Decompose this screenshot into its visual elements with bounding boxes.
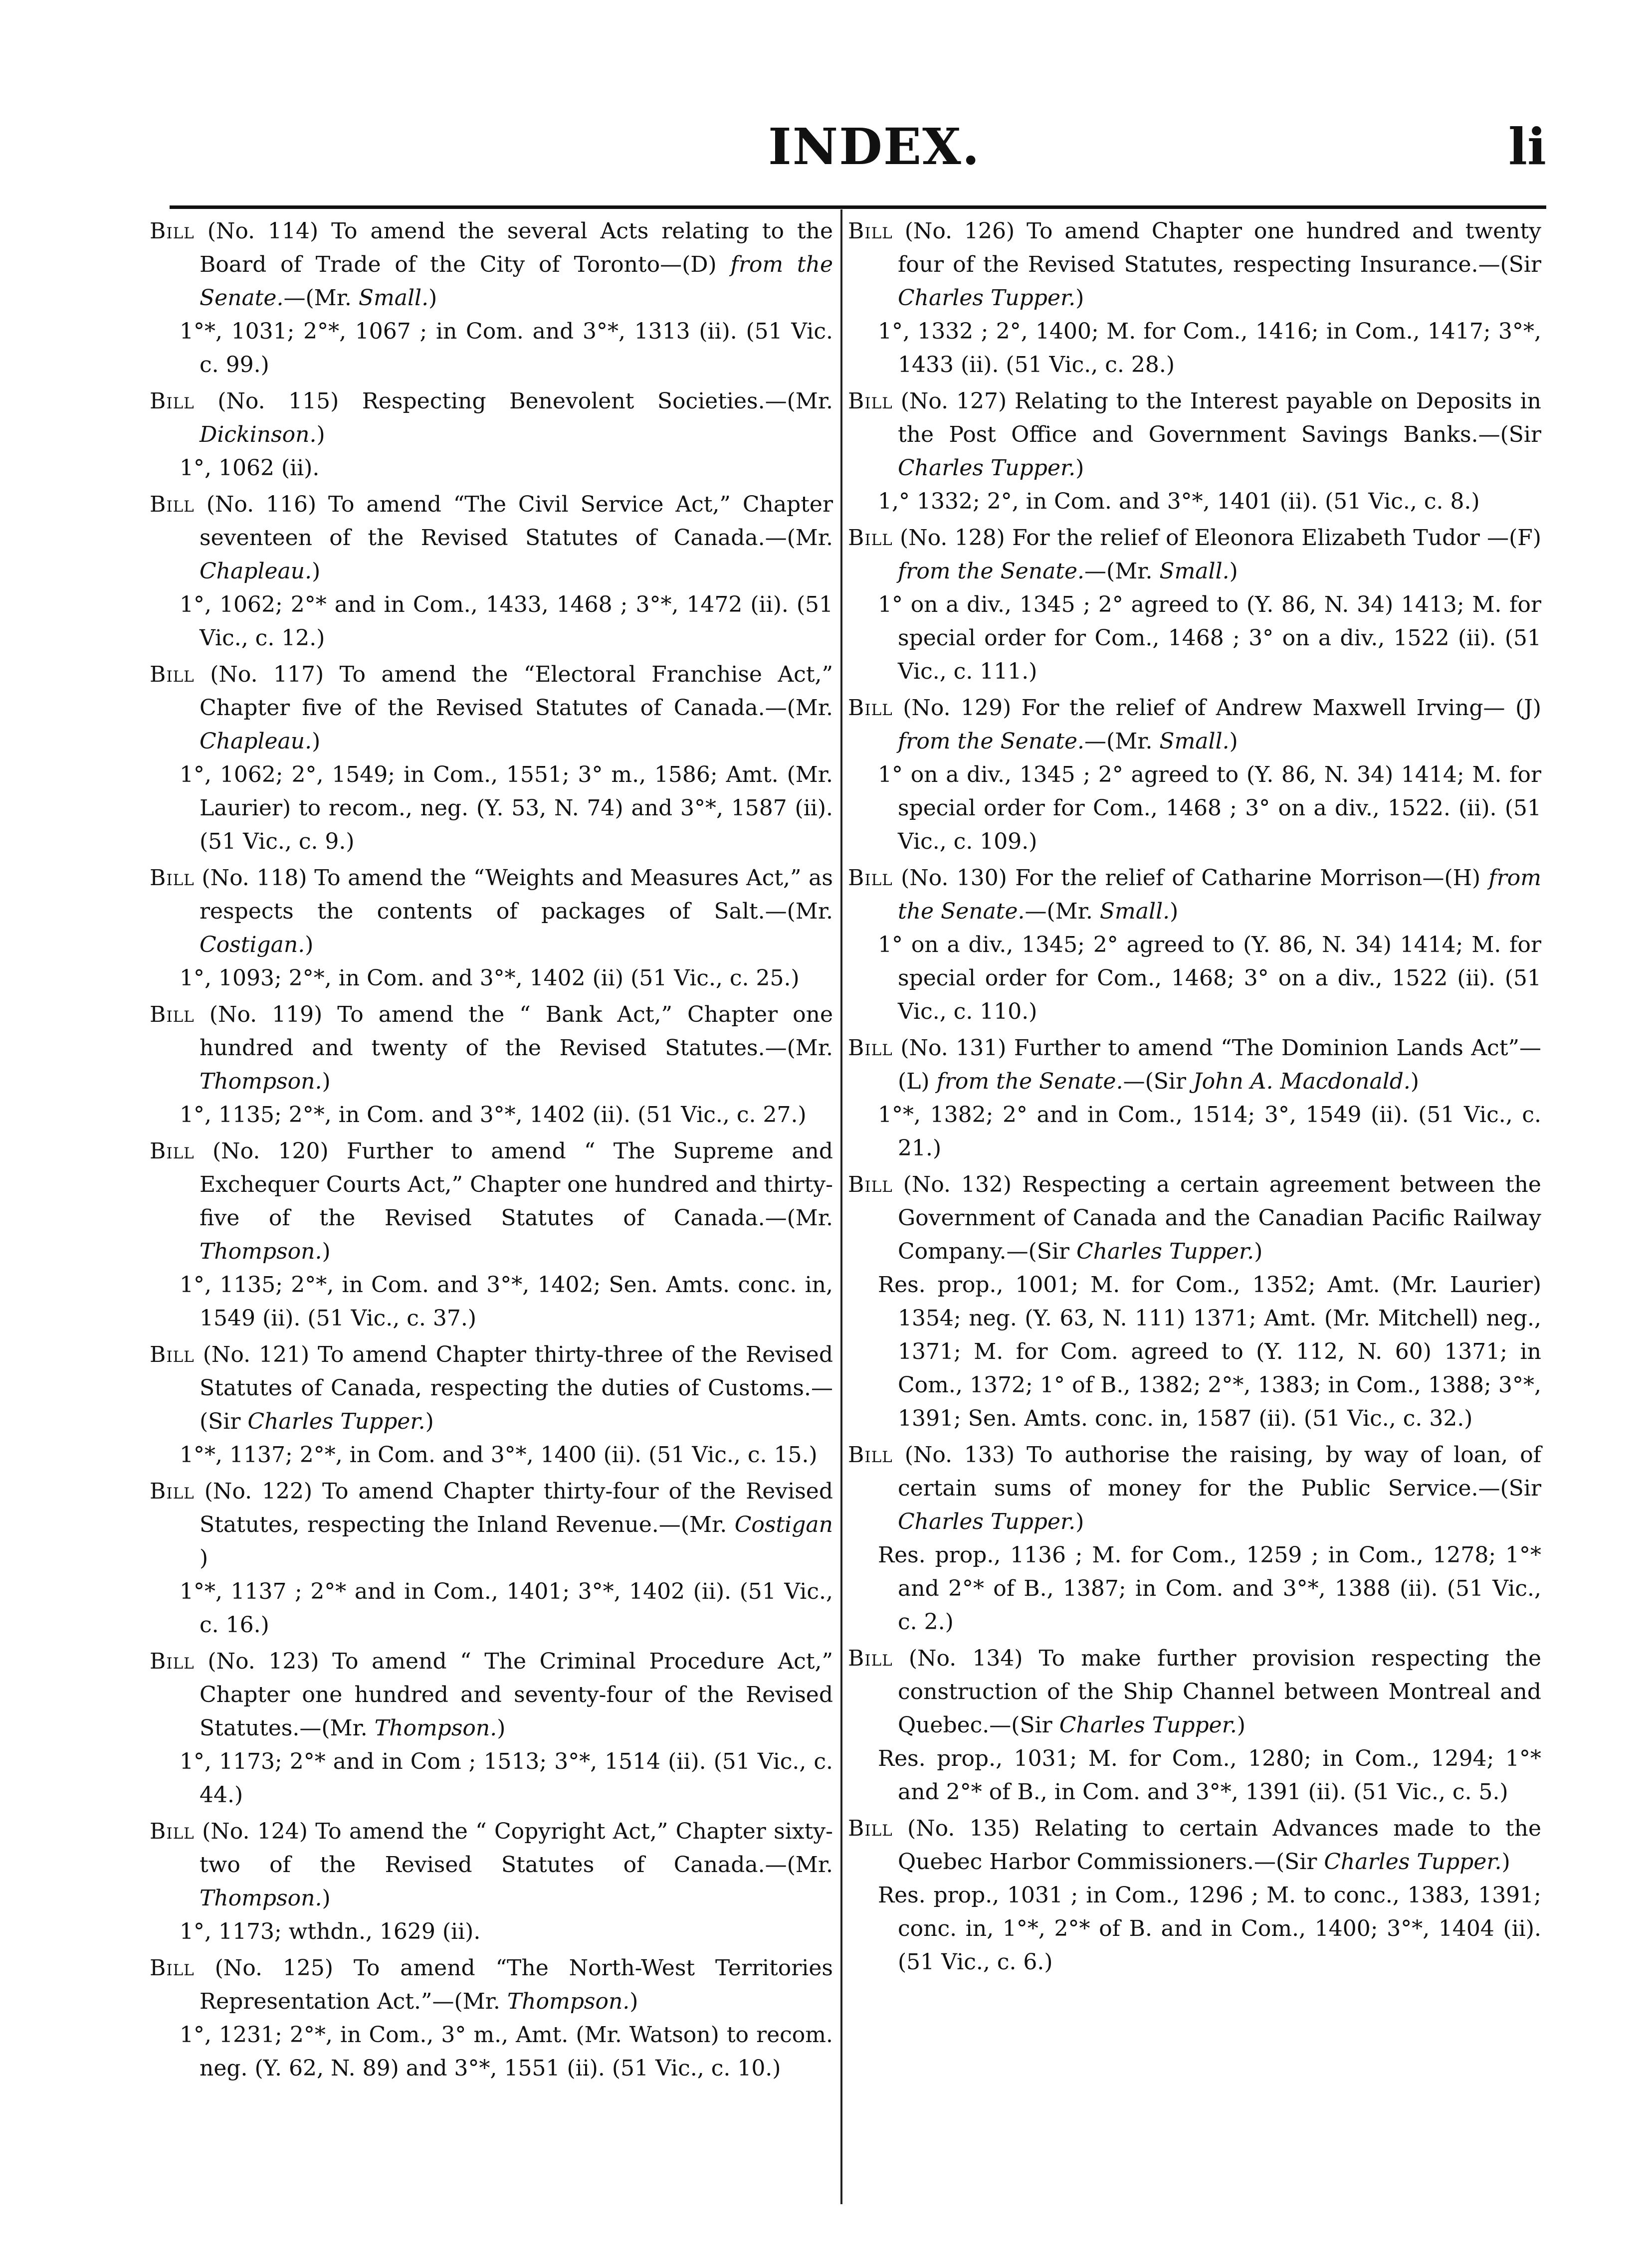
sponsor-close: ) — [1170, 899, 1179, 924]
sponsor-prefix: —(Mr. — [765, 1852, 833, 1878]
index-entry — [150, 214, 833, 381]
index-entry — [150, 1645, 833, 1812]
sponsor-prefix: —(Mr. — [299, 1715, 375, 1741]
sponsor-prefix: —(Mr. — [1025, 899, 1100, 924]
sponsor-close: ) — [322, 1239, 331, 1264]
bill-label: Bill — [848, 388, 893, 414]
bill-title: (No. 132) Respecting a certain agreement between the Government of Canada and the Canadian Pacific Railway Company. — [898, 1172, 1541, 1264]
bill-title: (No. 114) To amend the several Acts relating to the Board of Trade of the City of Toronto—(D) — [200, 218, 833, 277]
sponsor-name: Small. — [1159, 559, 1230, 584]
bill-label: Bill — [150, 1955, 195, 1981]
entry-proceedings: 1°, 1332 ; 2°, 1400; M. for Com., 1416; in Com., 1417; 3°*, 1433 (ii). (51 Vic., c. 28.) — [878, 319, 1541, 378]
entry-proceedings: 1°, 1062; 2°* and in Com., 1433, 1468 ; 3°*, 1472 (ii). (51 Vic., c. 12.) — [180, 592, 833, 651]
index-entry — [150, 1951, 833, 2085]
index-entry — [848, 1031, 1541, 1165]
bill-title: (No. 123) To amend “ The Criminal Procedure Act,” Chapter one hundred and seventy-four of the Revised Statutes. — [200, 1649, 833, 1741]
sponsor-prefix: —(Sir — [200, 1375, 833, 1434]
entry-heading — [848, 861, 1541, 928]
entry-proceedings: 1°, 1173; 2°* and in Com ; 1513; 3°*, 1514 (ii). (51 Vic., c. 44.) — [180, 1749, 833, 1808]
entry-proceedings: 1°, 1231; 2°*, in Com., 3° m., Amt. (Mr. Watson) to recom. neg. (Y. 62, N. 89) and 3°*, 1551 (ii). (51 Vic., c. 10.) — [180, 2022, 833, 2081]
entry-proceedings: 1°, 1135; 2°*, in Com. and 3°*, 1402 (ii). (51 Vic., c. 27.) — [180, 1102, 807, 1128]
sponsor-name: John A. Macdonald. — [1193, 1069, 1411, 1094]
page-title: INDEX. — [768, 117, 981, 176]
bill-label: Bill — [150, 1649, 195, 1674]
bill-label: Bill — [848, 1816, 893, 1841]
sponsor-prefix: —(Mr. — [658, 1512, 735, 1537]
bill-title: (No. 118) To amend the “Weights and Measures Act,” as respects the contents of packages of Salt. — [200, 865, 833, 924]
bill-label: Bill — [848, 695, 893, 721]
sponsor-name: Thompson. — [507, 1989, 630, 2014]
entry-proceedings: Res. prop., 1136 ; M. for Com., 1259 ; in Com., 1278; 1°* and 2°* of B., 1387; in Com. and 3°*, 1388 (ii). (51 Vic., c. 2.) — [878, 1542, 1541, 1635]
sponsor-close: ) — [312, 559, 321, 584]
sponsor-prefix: —(Sir — [1123, 1069, 1193, 1094]
bill-label: Bill — [150, 1342, 195, 1367]
bill-label: Bill — [150, 388, 195, 414]
bill-label: Bill — [150, 218, 195, 244]
bill-title: (No. 125) To amend “The North-West Territories Representation Act.” — [200, 1955, 833, 2014]
sponsor-close: ) — [1410, 1069, 1420, 1094]
entry-proceedings: 1°*, 1031; 2°*, 1067 ; in Com. and 3°*, 1313 (ii). (51 Vic. c. 99.) — [180, 319, 833, 378]
index-entry — [848, 1642, 1541, 1809]
sponsor-prefix: —(Mr. — [765, 388, 833, 414]
entry-heading — [848, 1031, 1541, 1098]
entry-proceedings: Res. prop., 1031; M. for Com., 1280; in Com., 1294; 1°* and 2°* of B., in Com. and 3°*, 1391 (ii). (51 Vic., c. 5.) — [878, 1746, 1541, 1805]
bill-title: (No. 116) To amend “The Civil Service Act,” Chapter seventeen of the Revised Statutes of Canada. — [200, 492, 833, 551]
index-entry — [150, 658, 833, 858]
entry-heading — [150, 861, 833, 961]
entry-proceedings: 1,° 1332; 2°, in Com. and 3°*, 1401 (ii). (51 Vic., c. 8.) — [878, 489, 1480, 514]
entry-heading — [150, 384, 833, 451]
index-entry — [150, 998, 833, 1132]
sponsor-prefix: —(Mr. — [432, 1989, 507, 2014]
index-entry — [848, 521, 1541, 688]
bill-title: (No. 115) Respecting Benevolent Societies. — [217, 388, 765, 414]
entry-heading — [848, 521, 1541, 588]
entry-heading — [150, 998, 833, 1098]
index-entry — [848, 384, 1541, 518]
bill-label: Bill — [150, 1479, 195, 1504]
entry-heading — [150, 1475, 833, 1575]
sponsor-name: Thompson. — [200, 1886, 322, 1911]
sponsor-name: Dickinson. — [200, 422, 317, 447]
sponsor-prefix: —(Mr. — [283, 285, 359, 311]
sponsor-prefix: —(Sir — [1253, 1849, 1324, 1875]
sponsor-close: ) — [1075, 285, 1084, 311]
sponsor-name: Charles Tupper. — [1324, 1849, 1502, 1875]
entry-proceedings: 1°*, 1137; 2°*, in Com. and 3°*, 1400 (ii). (51 Vic., c. 15.) — [180, 1442, 818, 1468]
bill-label: Bill — [150, 1819, 195, 1844]
sponsor-close: ) — [1236, 1712, 1246, 1738]
bill-title: (No. 133) To authorise the raising, by way of loan, of certain sums of money for the Public Service. — [898, 1442, 1541, 1501]
column-divider — [840, 209, 842, 2204]
index-entry — [150, 488, 833, 655]
bill-title: (No. 134) To make further provision respecting the construction of the Ship Channel between Montreal and Quebec. — [898, 1646, 1541, 1738]
sponsor-name: Chapleau. — [200, 729, 312, 754]
bill-title: (No. 128) For the relief of Eleonora Elizabeth Tudor —(F) — [900, 525, 1541, 551]
bill-title: (No. 129) For the relief of Andrew Maxwell Irving— (J) — [903, 695, 1541, 721]
index-entry — [848, 861, 1541, 1028]
sponsor-prefix: —(Sir — [1478, 422, 1541, 447]
sponsor-name: Small. — [1099, 899, 1170, 924]
sponsor-prefix: —(Mr. — [765, 1035, 833, 1061]
bill-origin: from the Senate. — [898, 559, 1085, 584]
sponsor-close: ) — [425, 1409, 434, 1434]
sponsor-name: Charles Tupper. — [898, 285, 1076, 311]
sponsor-prefix: —(Mr. — [1084, 729, 1160, 754]
sponsor-prefix: —(Mr. — [765, 1205, 833, 1231]
sponsor-close: ) — [629, 1989, 638, 2014]
sponsor-close: ) — [200, 1545, 208, 1571]
index-entry — [150, 1475, 833, 1642]
bill-title: (No. 135) Relating to certain Advances made to the Quebec Harbor Commissioners. — [898, 1816, 1541, 1875]
sponsor-close: ) — [1254, 1239, 1263, 1264]
entry-proceedings: 1°, 1062; 2°, 1549; in Com., 1551; 3° m., 1586; Amt. (Mr. Laurier) to recom., neg. (Y. 53, N. 74) and 3°*, 1587 (ii). (51 Vic., c. 9.) — [180, 762, 833, 854]
entry-proceedings: Res. prop., 1001; M. for Com., 1352; Amt. (Mr. Laurier) 1354; neg. (Y. 63, N. 111) 1371; Amt. (Mr. Mitchell) neg., 1371; M. for Com. agreed to (Y. 112, N. 60) 1371; in Com., 1372; 1° of B., 1382; 2°*, 1383; in Com., 1388; 3°*, 1391; Sen. Amts. conc. in, 1587 (ii). (51 Vic., c. 32.) — [878, 1272, 1541, 1431]
entry-heading — [848, 214, 1541, 315]
sponsor-name: Charles Tupper. — [898, 455, 1076, 481]
entry-proceedings: 1°, 1093; 2°*, in Com. and 3°*, 1402 (ii) (51 Vic., c. 25.) — [180, 965, 800, 991]
index-entry — [150, 1338, 833, 1472]
index-entry — [150, 861, 833, 995]
entry-heading — [848, 691, 1541, 758]
page-number: li — [1508, 117, 1546, 176]
index-entry — [848, 1812, 1541, 1979]
sponsor-name: Thompson. — [200, 1069, 322, 1094]
bill-title: (No. 122) To amend Chapter thirty-four of the Revised Statutes, respecting the Inland Revenue. — [200, 1479, 833, 1537]
entry-heading — [848, 384, 1541, 485]
sponsor-name: Small. — [1159, 729, 1230, 754]
entry-proceedings: 1° on a div., 1345; 2° agreed to (Y. 86, N. 34) 1414; M. for special order for Com., 1468; 3° on a div., 1522 (ii). (51 Vic., c. 110.) — [878, 932, 1541, 1024]
entry-heading — [848, 1812, 1541, 1879]
entry-proceedings: 1°*, 1382; 2° and in Com., 1514; 3°, 1549 (ii). (51 Vic., c. 21.) — [878, 1102, 1541, 1161]
bill-label: Bill — [848, 1442, 893, 1468]
bill-label: Bill — [848, 1646, 893, 1671]
index-entry — [150, 384, 833, 485]
entry-heading — [150, 658, 833, 758]
entry-proceedings: 1° on a div., 1345 ; 2° agreed to (Y. 86, N. 34) 1414; M. for special order for Com., 1468 ; 3° on a div., 1522. (ii). (51 Vic., c. 109.) — [878, 762, 1541, 854]
header-rule — [170, 205, 1546, 209]
sponsor-prefix: —(Mr. — [765, 899, 833, 924]
left-column — [150, 214, 833, 2088]
sponsor-prefix: —(Mr. — [765, 525, 833, 551]
sponsor-close: ) — [312, 729, 321, 754]
bill-title: (No. 120) Further to amend “ The Supreme and Exchequer Courts Act,” Chapter one hundred and thirty-five of the Revised Statutes of Canada. — [200, 1138, 833, 1231]
sponsor-name: Costigan — [734, 1512, 833, 1537]
bill-title: (No. 117) To amend the “Electoral Franchise Act,” Chapter five of the Revised Statutes of Canada. — [200, 662, 833, 721]
sponsor-name: Charles Tupper. — [1076, 1239, 1254, 1264]
index-entry — [848, 1438, 1541, 1639]
bill-label: Bill — [150, 492, 195, 517]
entry-proceedings: 1°, 1135; 2°*, in Com. and 3°*, 1402; Sen. Amts. conc. in, 1549 (ii). (51 Vic., c. 37.) — [180, 1272, 833, 1331]
sponsor-close: ) — [1229, 729, 1238, 754]
index-entry — [848, 691, 1541, 858]
entry-heading — [150, 1134, 833, 1268]
sponsor-prefix: —(Mr. — [1084, 559, 1160, 584]
sponsor-name: Thompson. — [374, 1715, 497, 1741]
entry-heading — [848, 1168, 1541, 1268]
entry-proceedings: 1°, 1062 (ii). — [180, 455, 320, 481]
bill-title: (No. 130) For the relief of Catharine Morrison—(H) — [901, 865, 1481, 891]
index-entry — [848, 214, 1541, 381]
bill-label: Bill — [848, 218, 893, 244]
entry-heading — [150, 1815, 833, 1915]
bill-origin: from the Senate. — [898, 729, 1085, 754]
bill-title: (No. 119) To amend the “ Bank Act,” Chapter one hundred and twenty of the Revised Statutes. — [200, 1002, 833, 1061]
sponsor-name: Costigan. — [200, 932, 305, 957]
sponsor-name: Charles Tupper. — [1059, 1712, 1237, 1738]
sponsor-name: Small. — [358, 285, 429, 311]
bill-title: (No. 127) Relating to the Interest payable on Deposits in the Post Office and Government Savings Banks. — [898, 388, 1541, 447]
bill-origin: from the Senate. — [200, 252, 833, 311]
sponsor-close: ) — [1075, 455, 1084, 481]
bill-title: (No. 131) Further to amend “The Dominion Lands Act”—(L) — [898, 1035, 1541, 1094]
bill-label: Bill — [848, 525, 893, 551]
entry-proceedings: 1°*, 1137 ; 2°* and in Com., 1401; 3°*, 1402 (ii). (51 Vic., c. 16.) — [180, 1579, 833, 1638]
bill-label: Bill — [848, 1172, 893, 1197]
bill-title: (No. 124) To amend the “ Copyright Act,” Chapter sixty-two of the Revised Statutes of Canada. — [200, 1819, 833, 1878]
index-entry — [150, 1815, 833, 1948]
entry-heading — [150, 214, 833, 315]
entry-proceedings: Res. prop., 1031 ; in Com., 1296 ; M. to conc., 1383, 1391; conc. in, 1°*, 2°* of B. and in Com., 1400; 3°*, 1404 (ii). (51 Vic., c. 6.) — [878, 1883, 1541, 1975]
sponsor-close: ) — [322, 1069, 331, 1094]
right-column — [848, 214, 1541, 1982]
sponsor-close: ) — [322, 1886, 331, 1911]
entry-heading — [150, 1338, 833, 1438]
entry-proceedings: 1°, 1173; wthdn., 1629 (ii). — [180, 1919, 481, 1944]
bill-label: Bill — [848, 1035, 893, 1061]
entry-heading — [150, 488, 833, 588]
sponsor-name: Chapleau. — [200, 559, 312, 584]
index-entry — [848, 1168, 1541, 1435]
sponsor-name: Charles Tupper. — [247, 1409, 425, 1434]
sponsor-name: Thompson. — [200, 1239, 322, 1264]
sponsor-close: ) — [428, 285, 437, 311]
sponsor-prefix: —(Sir — [1478, 1476, 1541, 1501]
index-entry — [150, 1134, 833, 1335]
sponsor-close: ) — [1229, 559, 1238, 584]
sponsor-prefix: —(Mr. — [765, 695, 833, 721]
sponsor-prefix: —(Sir — [989, 1712, 1059, 1738]
bill-label: Bill — [150, 865, 195, 891]
sponsor-close: ) — [305, 932, 314, 957]
bill-title: (No. 121) To amend Chapter thirty-three of the Revised Statutes of Canada, respecting the duties of Customs. — [200, 1342, 833, 1401]
bill-origin: from the Senate. — [898, 865, 1541, 924]
sponsor-close: ) — [1501, 1849, 1510, 1875]
entry-heading — [150, 1645, 833, 1745]
sponsor-name: Charles Tupper. — [898, 1509, 1076, 1534]
entry-heading — [848, 1642, 1541, 1742]
bill-origin: from the Senate. — [936, 1069, 1123, 1094]
bill-title: (No. 126) To amend Chapter one hundred and twenty four of the Revised Statutes, respecting Insurance. — [898, 218, 1541, 277]
sponsor-close: ) — [497, 1715, 506, 1741]
sponsor-prefix: —(Sir — [1006, 1239, 1077, 1264]
entry-heading — [848, 1438, 1541, 1538]
sponsor-prefix: —(Sir — [1478, 252, 1541, 277]
bill-label: Bill — [150, 1002, 195, 1027]
bill-label: Bill — [150, 662, 195, 687]
bill-label: Bill — [848, 865, 893, 891]
bill-label: Bill — [150, 1138, 195, 1164]
entry-heading — [150, 1951, 833, 2018]
sponsor-close: ) — [316, 422, 325, 447]
entry-proceedings: 1° on a div., 1345 ; 2° agreed to (Y. 86, N. 34) 1413; M. for special order for Com., 1468 ; 3° on a div., 1522 (ii). (51 Vic., c. 111.) — [878, 592, 1541, 684]
sponsor-close: ) — [1075, 1509, 1084, 1534]
